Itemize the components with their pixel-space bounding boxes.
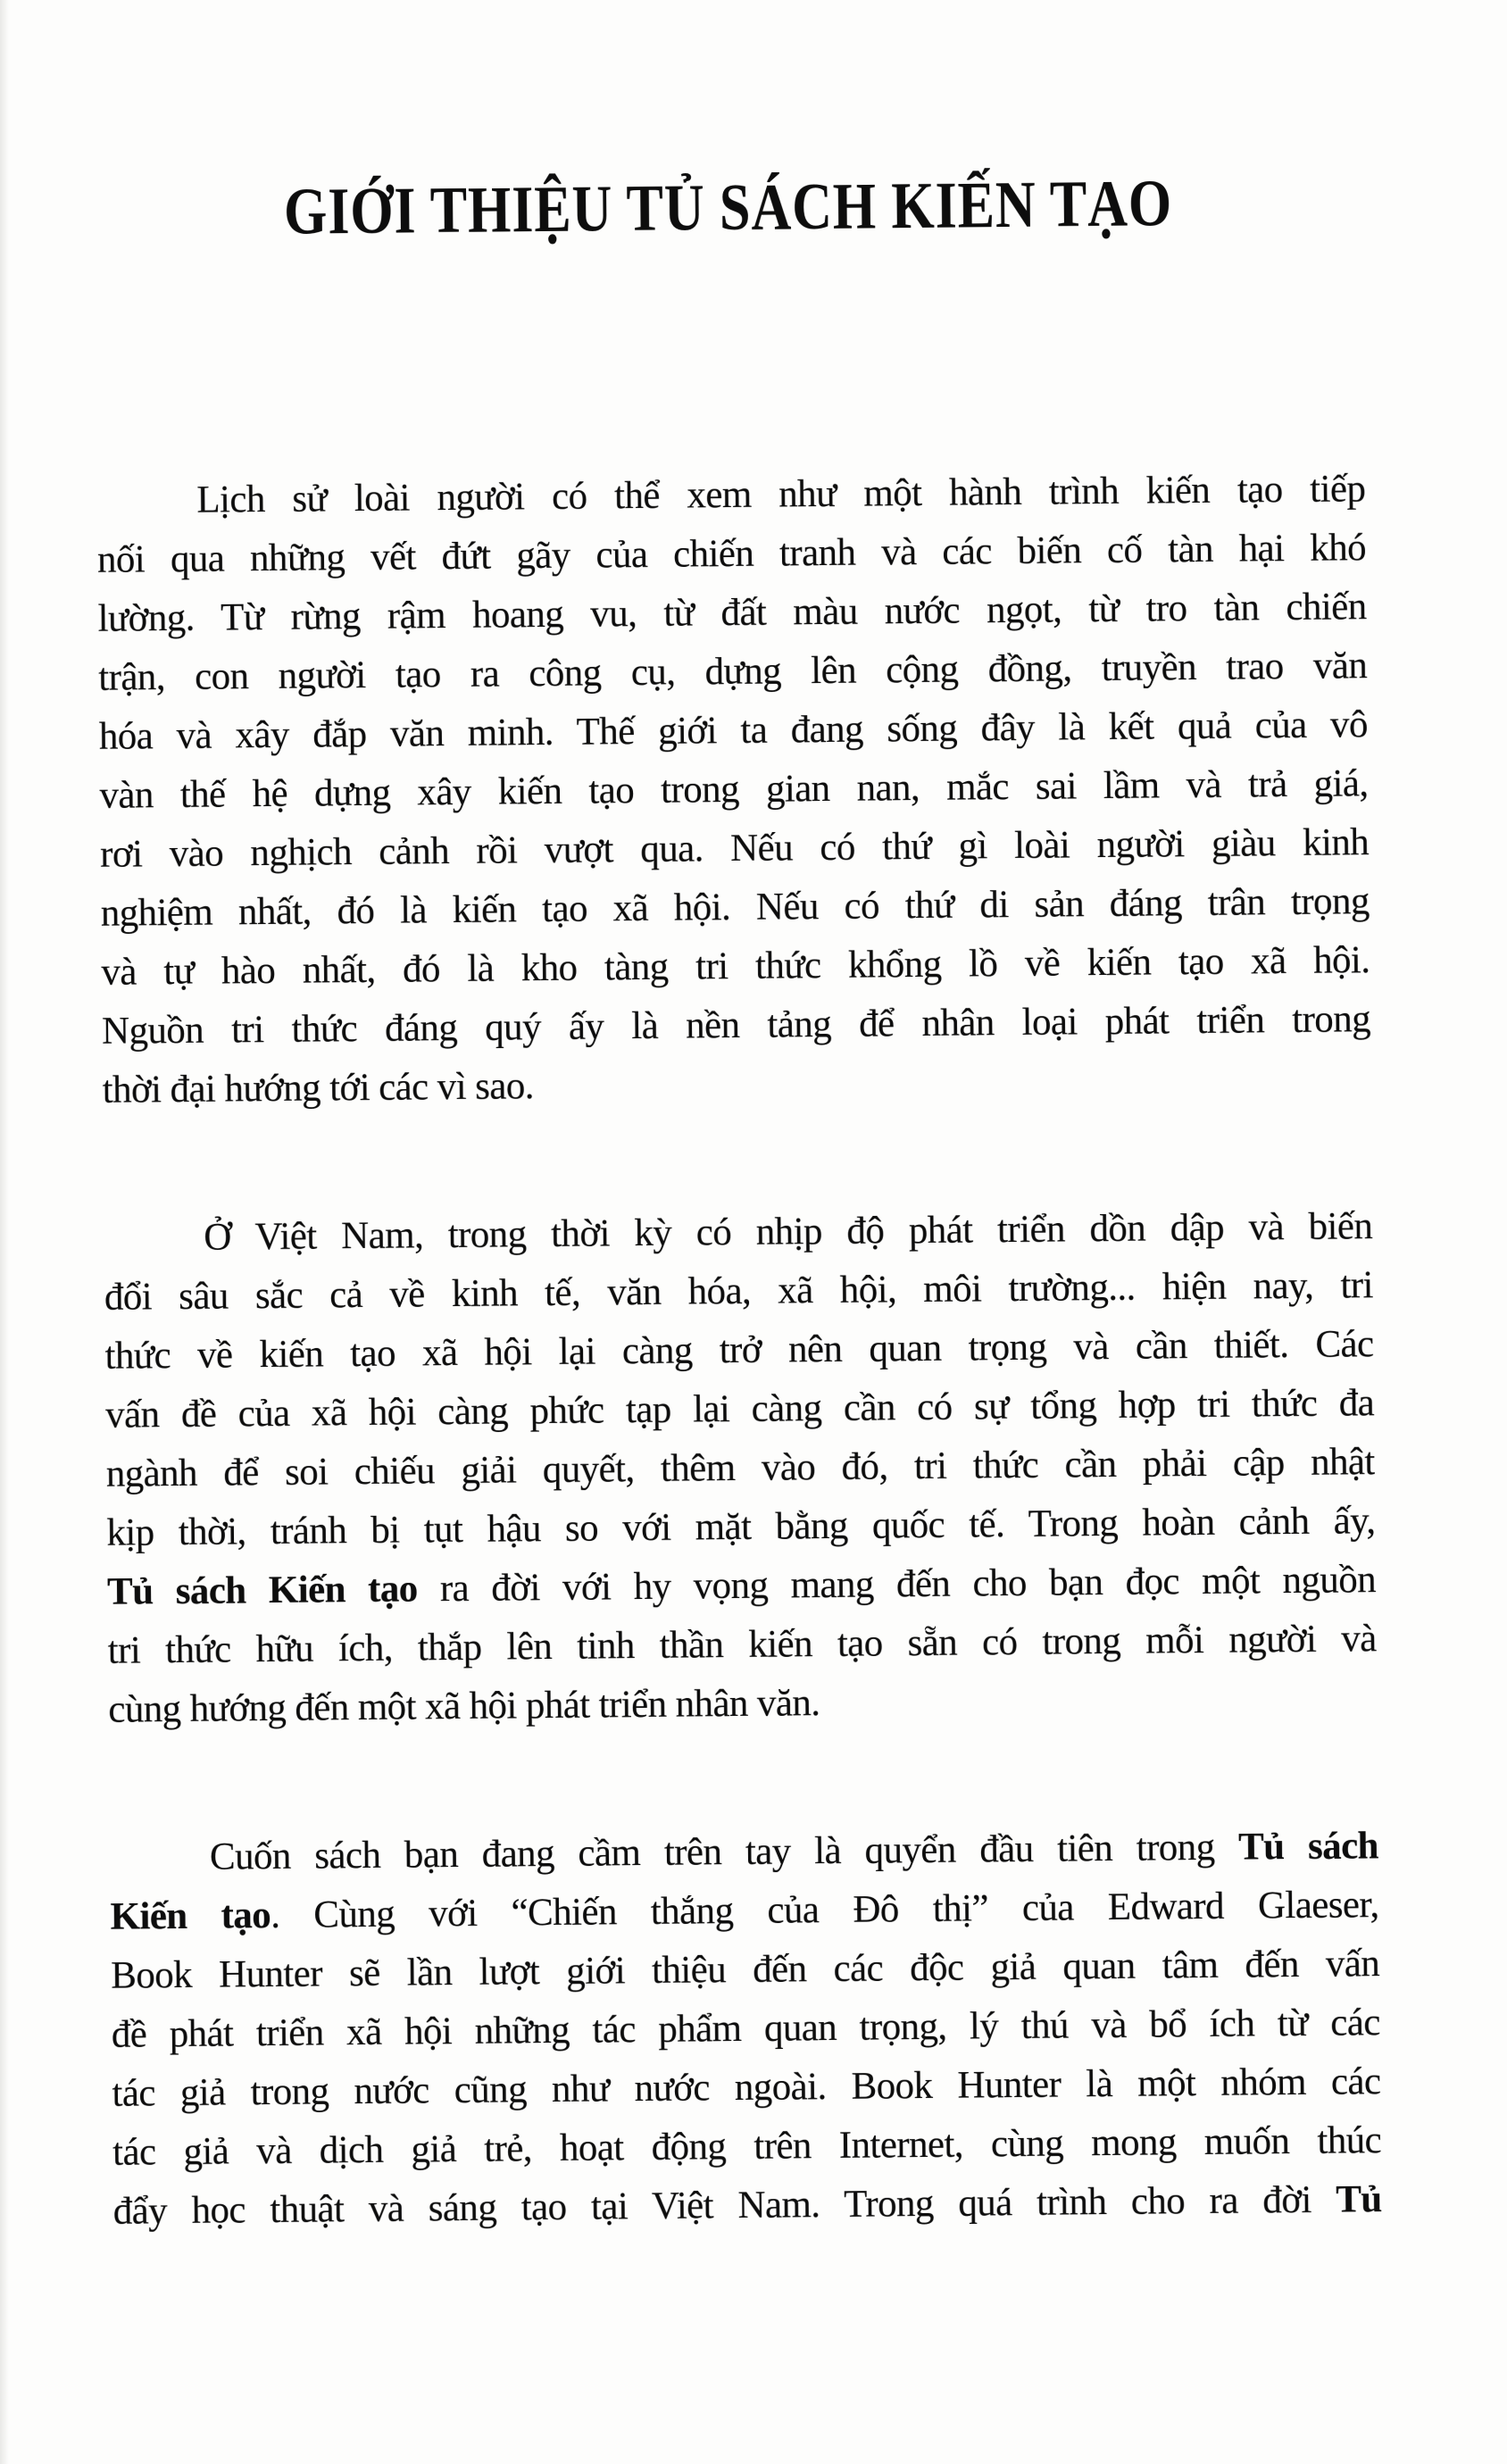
text-segment: lường. Từ rừng rậm hoang vu, từ đất màu nước ngọt, từ tro tàn chiến (97, 586, 1367, 640)
text-segment: ra đời với hy vọng mang đến cho bạn đọc một nguồn (417, 1559, 1377, 1611)
text-segment: rơi vào nghịch cảnh rồi vượt qua. Nếu có thứ gì loài người giàu kinh (99, 821, 1370, 876)
paragraph (110, 1817, 1382, 2242)
text-segment: kịp thời, tránh bị tụt hậu so với mặt bằng quốc tế. Trong hoàn cảnh ấy, (106, 1500, 1376, 1554)
page-title-text: GIỚI THIỆU TỦ SÁCH KIẾN TẠO (283, 167, 1173, 249)
text-segment: nghiệm nhất, đó là kiến tạo xã hội. Nếu có thứ di sản đáng trân trọng (100, 880, 1370, 935)
text-segment: vấn đề của xã hội càng phức tạp lại càng cần có sự tổng hợp tri thức đa (104, 1382, 1375, 1436)
text-segment: thời đại hướng tới các vì sao. (102, 1065, 535, 1111)
bold-text-segment: Tủ (1336, 2178, 1382, 2221)
scan-edge-artifact (0, 0, 9, 2464)
text-segment: trận, con người tạo ra công cụ, dựng lên cộng đồng, truyền trao văn (98, 645, 1368, 699)
text-line (107, 1610, 1377, 1681)
text-segment: ngành để soi chiếu giải quyết, thêm vào đó, tri thức cần phải cập nhật (105, 1441, 1375, 1495)
text-segment: đẩy học thuật và sáng tạo tại Việt Nam. Trong quá trình cho ra đời (112, 2178, 1336, 2233)
text-line (112, 2170, 1382, 2242)
bold-text-segment: Kiến tạo (110, 1894, 271, 1938)
text-segment: Ở Việt Nam, trong thời kỳ có nhịp độ phát triển dồn dập và biến (204, 1205, 1373, 1259)
text-segment: tri thức hữu ích, thắp lên tinh thần kiến tạo sẵn có trong mỗi người và (107, 1618, 1377, 1672)
text-segment: Lịch sử loài người có thể xem như một hành trình kiến tạo tiếp (196, 468, 1366, 521)
body-text (96, 460, 1382, 2242)
text-segment: đổi sâu sắc cả về kinh tế, văn hóa, xã hội, môi trường... hiện nay, tri (104, 1264, 1374, 1319)
text-segment: vàn thế hệ dựng xây kiến tạo trong gian nan, mắc sai lầm và trả giá, (99, 762, 1369, 817)
text-segment: tác giả và dịch giả trẻ, hoạt động trên Internet, cùng mong muốn thúc (112, 2119, 1382, 2174)
text-segment: nối qua những vết đứt gãy của chiến tranh và các biến cố tàn hại khó (96, 527, 1367, 581)
bold-text-segment: Tủ sách (1237, 1825, 1379, 1869)
page-title (94, 169, 1363, 247)
text-segment: cùng hướng đến một xã hội phát triển nhân văn. (108, 1682, 820, 1731)
paragraph (104, 1197, 1378, 1740)
text-line (108, 1669, 1378, 1740)
text-segment: . Cùng với “Chiến thắng của Đô thị” của Edward Glaeser, (270, 1884, 1379, 1936)
text-segment: tác giả trong nước cũng như nước ngoài. Book Hunter là một nhóm các (112, 2060, 1381, 2115)
text-segment: Nguồn tri thức đáng quý ấy là nền tảng để nhân loại phát triển trong (101, 998, 1371, 1053)
text-segment: hóa và xây đắp văn minh. Thế giới ta đang sống đây là kết quả của vô (98, 703, 1369, 758)
text-segment: Cuốn sách bạn đang cầm trên tay là quyển đầu tiên trong (209, 1826, 1239, 1878)
paragraph (96, 460, 1371, 1120)
text-line (102, 990, 1371, 1061)
bold-text-segment: Tủ sách Kiến tạo (106, 1568, 418, 1613)
text-segment: đề phát triển xã hội những tác phẩm quan trọng, lý thú và bổ ích từ các (111, 2002, 1381, 2056)
page-content (92, 0, 1382, 2242)
text-line (102, 1049, 1371, 1120)
text-segment: Book Hunter sẽ lần lượt giới thiệu đến các độc giả quan tâm đến vấn (110, 1943, 1380, 1997)
text-segment: thức về kiến tạo xã hội lại càng trở nên quan trọng và cần thiết. Các (104, 1323, 1374, 1378)
text-segment: và tự hào nhất, đó là kho tàng tri thức khổng lồ về kiến tạo xã hội. (101, 939, 1370, 994)
